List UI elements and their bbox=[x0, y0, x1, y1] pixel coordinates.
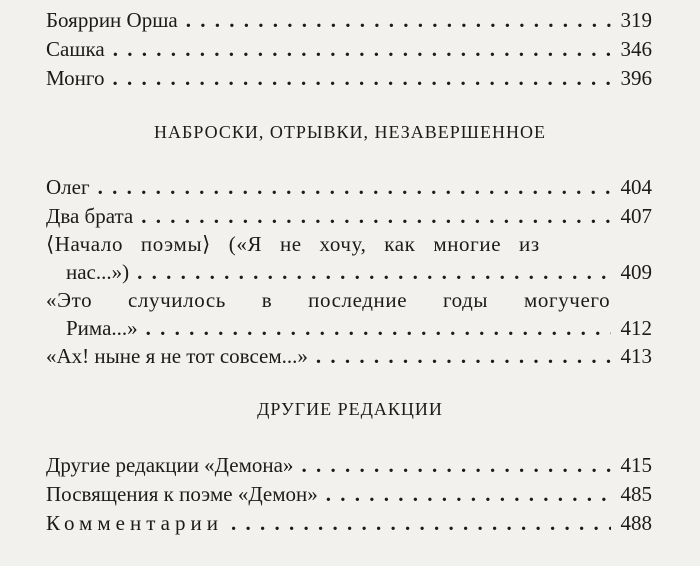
page-number: 413 bbox=[620, 344, 652, 368]
page-number: 485 bbox=[620, 482, 652, 506]
toc-entry[interactable] bbox=[46, 480, 652, 508]
entry-title: нас...») bbox=[66, 260, 130, 284]
toc-entry[interactable] bbox=[46, 509, 652, 537]
dot-leader bbox=[98, 173, 611, 201]
entry-title: Два брата bbox=[46, 204, 134, 228]
entry-title: Олег bbox=[46, 175, 90, 199]
dot-leader bbox=[137, 258, 610, 286]
toc-entry[interactable] bbox=[66, 258, 652, 286]
entry-title: Сашка bbox=[46, 37, 105, 61]
entry-title: «Ах! ныне я не тот совсем...» bbox=[46, 344, 308, 368]
page-number: 346 bbox=[620, 37, 652, 61]
toc-entry[interactable] bbox=[46, 173, 652, 201]
entry-title-line: ⟨Начало поэмы⟩ («Я не хочу, как многие из bbox=[46, 232, 540, 256]
section-heading: НАБРОСКИ, ОТРЫВКИ, НЕЗАВЕРШЕННОЕ bbox=[154, 122, 546, 142]
page-number: 407 bbox=[620, 204, 652, 228]
section-heading: ДРУГИЕ РЕДАКЦИИ bbox=[257, 399, 443, 419]
toc-entry[interactable] bbox=[66, 314, 652, 342]
page-number: 404 bbox=[620, 175, 652, 199]
page-number: 412 bbox=[620, 316, 652, 340]
dot-leader bbox=[316, 342, 611, 370]
toc-entry[interactable] bbox=[46, 6, 652, 34]
dot-leader bbox=[141, 202, 610, 230]
entry-title: Другие редакции «Демона» bbox=[46, 453, 294, 477]
dot-leader bbox=[231, 509, 611, 537]
toc-entry[interactable] bbox=[46, 451, 652, 479]
dot-leader bbox=[326, 480, 611, 508]
entry-title: Посвящения к поэме «Демон» bbox=[46, 482, 318, 506]
entry-title: Рима...» bbox=[66, 316, 138, 340]
toc-entry[interactable] bbox=[46, 35, 652, 63]
dot-leader bbox=[186, 6, 611, 34]
dot-leader bbox=[112, 64, 610, 92]
toc-entry[interactable] bbox=[46, 342, 652, 370]
dot-leader bbox=[113, 35, 611, 63]
entry-title: Бояррин Орша bbox=[46, 8, 178, 32]
page-number: 488 bbox=[620, 511, 652, 535]
page-number: 409 bbox=[620, 260, 652, 284]
dot-leader bbox=[146, 314, 611, 342]
page-number: 415 bbox=[620, 453, 652, 477]
entry-title-line: «Это случилось в последние годы могучего bbox=[46, 288, 611, 312]
page-number: 396 bbox=[620, 66, 652, 90]
dot-leader bbox=[301, 451, 610, 479]
toc-entry[interactable] bbox=[46, 202, 652, 230]
entry-title: Комментарии bbox=[46, 511, 223, 535]
page-number: 319 bbox=[620, 8, 652, 32]
toc-entry[interactable] bbox=[46, 64, 652, 92]
entry-title: Монго bbox=[46, 66, 105, 90]
